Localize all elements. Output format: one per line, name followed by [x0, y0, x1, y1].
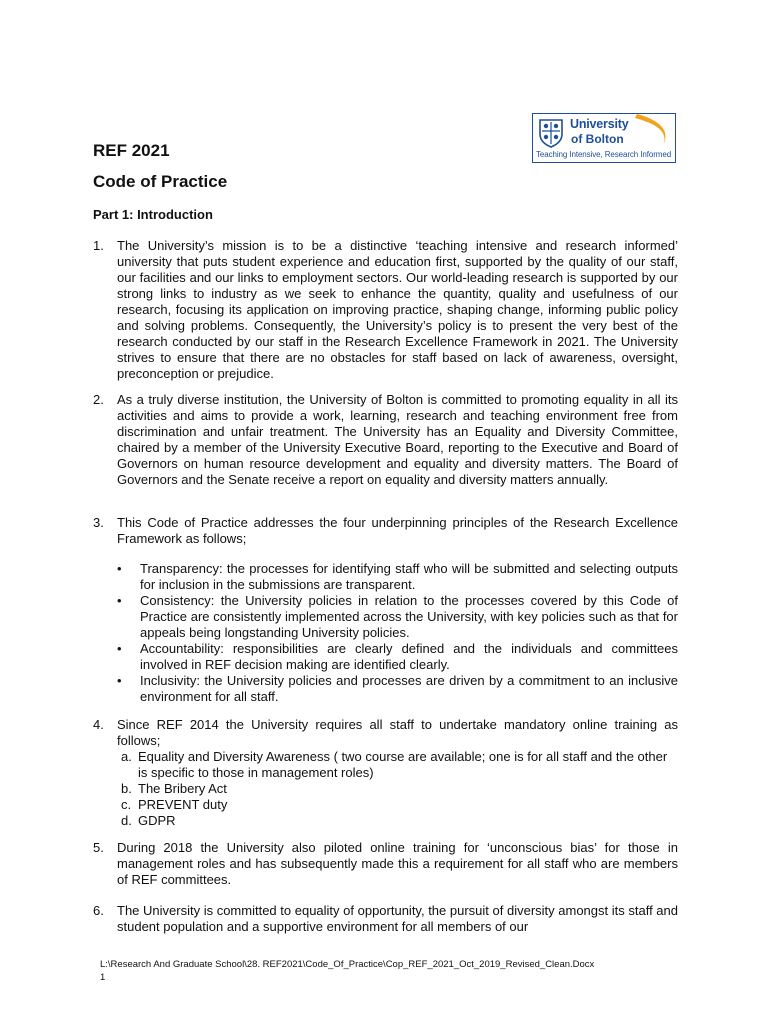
paragraph-number: 6. — [93, 903, 104, 918]
paragraph-6 — [93, 903, 678, 935]
list-item — [121, 813, 678, 829]
paragraph-2 — [93, 392, 678, 488]
item-text: GDPR — [138, 813, 176, 828]
part-heading: Part 1: Introduction — [93, 207, 213, 222]
logo-name-line1: University — [570, 117, 629, 131]
paragraph-number: 1. — [93, 238, 104, 253]
document-subtitle: Code of Practice — [93, 172, 228, 191]
paragraph-text: During 2018 the University also piloted online training for ‘unconscious bias’ for those in management roles and has subsequently made this a requirement for all staff who are members of REF committees. — [117, 840, 678, 887]
paragraph-text: The University is committed to equality of opportunity, the pursuit of diversity amongst its staff and student population and a supportive environment for all members of our — [117, 903, 678, 934]
item-letter: a. — [121, 749, 132, 764]
footer-file-path: L:\Research And Graduate School\28. REF2021\Code_Of_Practice\Cop_REF_2021_Oct_2019_Revised_Clean.Docx — [100, 959, 595, 970]
list-item: • Transparency: the processes for identifying staff who will be submitted and selecting outputs for inclusion in the submissions are transparent. — [117, 561, 678, 593]
logo-tagline: Teaching Intensive, Research Informed — [536, 150, 672, 159]
crest-icon — [538, 118, 564, 148]
paragraph-1 — [93, 238, 678, 382]
paragraph-5 — [93, 840, 678, 888]
paragraph-number: 4. — [93, 717, 104, 732]
list-item — [121, 749, 678, 781]
university-logo — [532, 113, 676, 163]
item-letter: c. — [121, 797, 132, 812]
paragraph-text: As a truly diverse institution, the University of Bolton is committed to promoting equality in all its activities and aims to provide a work, learning, research and teaching environment free from discrimination and unfair treatment. The University has an Equality and Diversity Committee, chaired by a member of the University Executive Board, reporting to the Executive and Board of Governors on human resource development and equality and diversity matters. The Board of Governors and the Senate receive a report on equality and diversity matters annually. — [117, 392, 678, 487]
paragraph-number: 5. — [93, 840, 104, 855]
page-number: 1 — [100, 972, 106, 983]
item-letter: d. — [121, 813, 132, 828]
paragraph-text: Since REF 2014 the University requires all staff to undertake mandatory online training as follows; — [117, 717, 678, 748]
paragraph-number: 3. — [93, 515, 104, 530]
item-letter: b. — [121, 781, 132, 796]
training-list — [121, 749, 678, 829]
item-text: PREVENT duty — [138, 797, 228, 812]
list-item: • Consistency: the University policies in relation to the processes covered by this Code of Practice are consistently implemented across the University, with key policies such as that for appeals being longstanding University policies. — [117, 593, 678, 641]
paragraph-text: The University’s mission is to be a distinctive ‘teaching intensive and research informed’ university that puts student experience and education first, supported by the quality of our staff, our facilities and our links to employment sectors. Our world-leading research is supported by our strong links to industry as we seek to enhance the quantity, quality and usefulness of our research, focusing its application on improving practice, shaping change, informing public policy and solving problems. Consequently, the University’s policy is to present the very best of the research conducted by our staff in the Research Excellence Framework in 2021. The University strives to ensure that there are no obstacles for staff based on lack of awareness, oversight, preconception or prejudice. — [117, 238, 678, 381]
paragraph-number: 2. — [93, 392, 104, 407]
list-item: • Accountability: responsibilities are clearly defined and the individuals and committees involved in REF decision making are identified clearly. — [117, 641, 678, 673]
item-text: The Bribery Act — [138, 781, 227, 796]
item-text: Equality and Diversity Awareness ( two course are available; one is for all staff and the other is specific to those in management roles) — [138, 749, 668, 780]
list-item: • Inclusivity: the University policies and processes are driven by a commitment to an inclusive environment for all staff. — [117, 673, 678, 705]
paragraph-4 — [93, 717, 678, 829]
paragraph-text: This Code of Practice addresses the four underpinning principles of the Research Excellence Framework as follows; — [117, 515, 678, 546]
principles-list — [117, 561, 678, 705]
list-item — [121, 781, 678, 797]
paragraph-3 — [93, 515, 678, 547]
document-title: REF 2021 — [93, 141, 170, 160]
logo-name-line2: of Bolton — [571, 132, 624, 146]
list-item — [121, 797, 678, 813]
